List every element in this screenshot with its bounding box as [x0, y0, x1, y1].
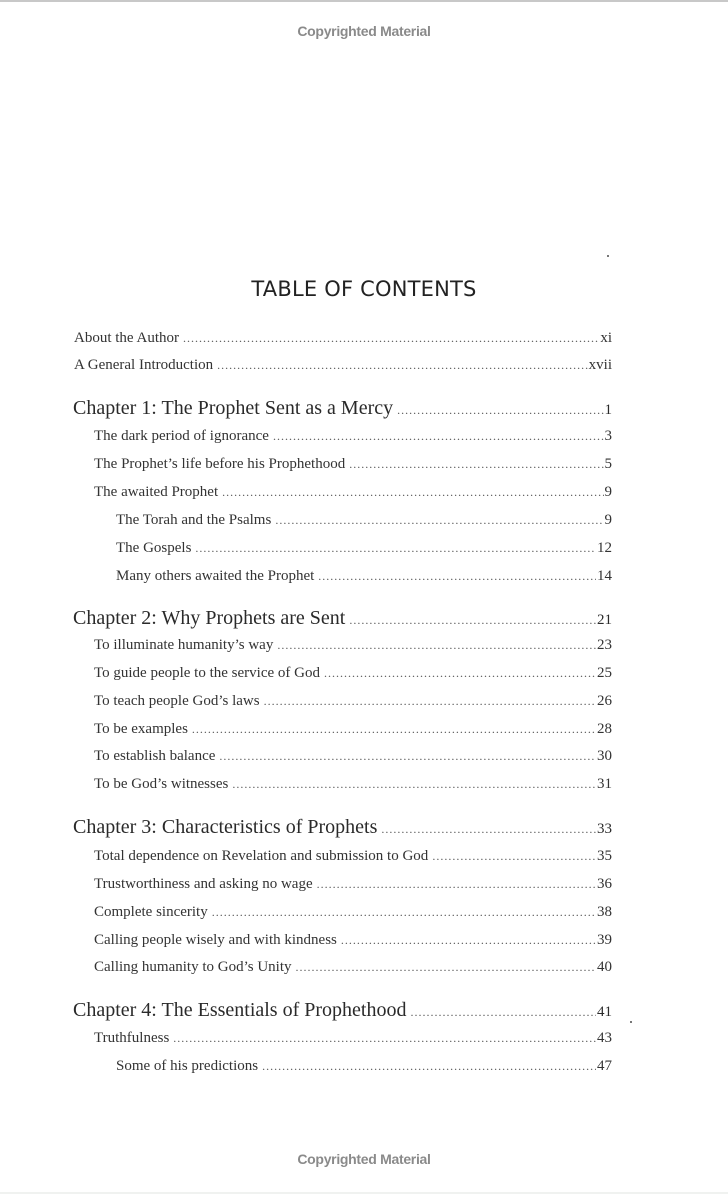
toc-entry-page: 31: [597, 776, 612, 792]
toc-section[interactable]: [94, 428, 612, 445]
toc-entry-page: 25: [597, 665, 612, 681]
toc-section[interactable]: [94, 721, 612, 738]
toc-section[interactable]: [94, 665, 612, 682]
toc-section[interactable]: [94, 637, 612, 654]
toc-chapter-1[interactable]: [73, 397, 612, 420]
toc-entry-label: Complete sincerity: [94, 904, 208, 920]
dot-leader: [349, 457, 603, 472]
toc-entry-label: To be examples: [94, 721, 188, 737]
toc-entry-page: 33: [597, 821, 612, 837]
toc-entry-page: 9: [604, 512, 612, 528]
toc-entry-label: To be God’s witnesses: [94, 776, 229, 792]
toc-entry-page: 21: [597, 612, 612, 628]
toc-section[interactable]: [94, 748, 612, 765]
dot-leader: [397, 403, 603, 418]
toc-entry-label: Chapter 2: Why Prophets are Sent: [73, 607, 346, 629]
toc-subsection[interactable]: [116, 512, 612, 529]
toc-entry-label: To establish balance: [94, 748, 216, 764]
dot-leader: [318, 569, 596, 584]
toc-entry-label: Some of his predictions: [116, 1058, 259, 1074]
toc-subsection[interactable]: [116, 540, 612, 557]
toc-entry-label: About the Author: [74, 330, 179, 346]
toc-entry-page: 30: [597, 748, 612, 764]
scan-speck: [630, 1021, 632, 1023]
toc-entry-general-introduction[interactable]: [74, 357, 612, 374]
toc-section[interactable]: [94, 932, 612, 949]
toc-entry-page: 9: [604, 484, 612, 500]
dot-leader: [432, 849, 596, 864]
dot-leader: [217, 358, 588, 373]
toc-entry-page: 41: [597, 1004, 612, 1020]
toc-entry-page: 26: [597, 693, 612, 709]
toc-chapter-4[interactable]: [73, 999, 612, 1022]
toc-section[interactable]: [94, 693, 612, 710]
watermark-top: Copyrighted Material: [297, 23, 431, 39]
dot-leader: [173, 1031, 596, 1046]
toc-entry-label: A General Introduction: [74, 357, 214, 373]
dot-leader: [341, 933, 596, 948]
toc-entry-label: Many others awaited the Prophet: [116, 568, 315, 584]
dot-leader: [317, 877, 596, 892]
toc-entry-label: The Torah and the Psalms: [116, 512, 272, 528]
toc-section[interactable]: [94, 876, 612, 893]
dot-leader: [192, 722, 596, 737]
dot-leader: [349, 613, 596, 628]
toc-entry-label: Trustworthiness and asking no wage: [94, 876, 313, 892]
toc-entry-page: 3: [604, 428, 612, 444]
toc-entry-page: 23: [597, 637, 612, 653]
toc-entry-page: 5: [604, 456, 612, 472]
toc-entry-page: xvii: [588, 357, 612, 373]
toc-entry-label: The Gospels: [116, 540, 192, 556]
toc-entry-page: 36: [597, 876, 612, 892]
toc-chapter-3[interactable]: [73, 816, 612, 839]
toc-entry-page: 40: [597, 959, 612, 975]
toc-section[interactable]: [94, 904, 612, 921]
toc-entry-label: Calling people wisely and with kindness: [94, 932, 337, 948]
toc-entry-page: xi: [600, 330, 612, 346]
toc-entry-label: The Prophet’s life before his Prophethood: [94, 456, 346, 472]
toc-section[interactable]: [94, 776, 612, 793]
toc-entry-label: The dark period of ignorance: [94, 428, 269, 444]
toc-entry-label: The awaited Prophet: [94, 484, 219, 500]
toc-entry-label: Truthfulness: [94, 1030, 170, 1046]
toc-subsection[interactable]: [116, 568, 612, 585]
toc-entry-page: 35: [597, 848, 612, 864]
toc-entry-label: Chapter 1: The Prophet Sent as a Mercy: [73, 397, 394, 419]
dot-leader: [262, 1059, 596, 1074]
toc-entry-page: 38: [597, 904, 612, 920]
dot-leader: [219, 749, 596, 764]
toc-section[interactable]: [94, 456, 612, 473]
toc-section[interactable]: [94, 484, 612, 501]
toc-entry-about-author[interactable]: [74, 330, 612, 347]
toc-entry-page: 43: [597, 1030, 612, 1046]
dot-leader: [222, 485, 603, 500]
dot-leader: [277, 638, 596, 653]
toc-entry-page: 28: [597, 721, 612, 737]
dot-leader: [212, 905, 596, 920]
dot-leader: [381, 822, 596, 837]
toc-entry-page: 47: [597, 1058, 612, 1074]
dot-leader: [324, 666, 596, 681]
toc-entry-label: Total dependence on Revelation and submission to God: [94, 848, 429, 864]
dot-leader: [183, 331, 599, 346]
dot-leader: [410, 1005, 596, 1020]
toc-entry-label: Calling humanity to God’s Unity: [94, 959, 292, 975]
dot-leader: [195, 541, 596, 556]
toc-entry-page: 1: [604, 402, 612, 418]
toc-entry-page: 39: [597, 932, 612, 948]
scan-speck: [607, 255, 609, 257]
page-title: TABLE OF CONTENTS: [251, 277, 477, 301]
top-edge-rule: [0, 0, 728, 2]
toc-entry-label: Chapter 3: Characteristics of Prophets: [73, 816, 378, 838]
watermark-bottom: Copyrighted Material: [297, 1151, 431, 1167]
toc-section[interactable]: [94, 848, 612, 865]
toc-entry-label: Chapter 4: The Essentials of Prophethood: [73, 999, 407, 1021]
toc-entry-page: 14: [597, 568, 612, 584]
toc-section[interactable]: [94, 959, 612, 976]
toc-entry-label: To guide people to the service of God: [94, 665, 320, 681]
dot-leader: [232, 777, 596, 792]
toc-entry-label: To teach people God’s laws: [94, 693, 260, 709]
dot-leader: [273, 429, 604, 444]
dot-leader: [275, 513, 603, 528]
dot-leader: [296, 960, 597, 975]
toc-chapter-2[interactable]: [73, 607, 612, 630]
toc-entry-page: 12: [597, 540, 612, 556]
toc-subsection[interactable]: [116, 1058, 612, 1075]
toc-entry-label: To illuminate humanity’s way: [94, 637, 274, 653]
toc-section[interactable]: [94, 1030, 612, 1047]
dot-leader: [264, 694, 596, 709]
